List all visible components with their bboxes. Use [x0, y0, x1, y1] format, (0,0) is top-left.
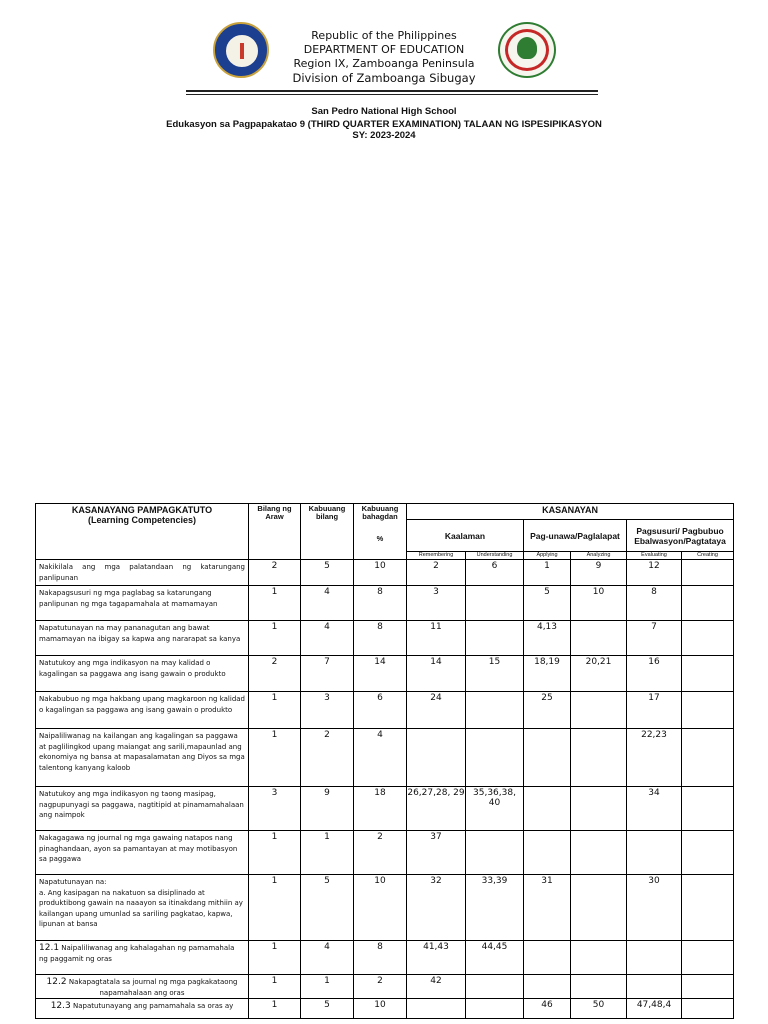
evaluating-cell: 30	[627, 875, 682, 941]
applying-cell: 4,13	[524, 621, 571, 656]
header-republic: Republic of the Philippines	[311, 29, 457, 42]
competency-number: 12.3	[50, 1001, 71, 1011]
table-of-specifications	[35, 503, 734, 1019]
competency-text: Nakapagtatala sa journal ng mga pagkakataong napamahalaan ang oras	[68, 978, 238, 997]
evaluating-cell: 16	[627, 656, 682, 692]
applying-cell	[524, 975, 571, 999]
understanding-cell	[466, 692, 524, 729]
days-cell: 1	[249, 875, 301, 941]
evaluating-cell	[627, 941, 682, 975]
understanding-cell	[466, 999, 524, 1019]
competency-cell	[36, 621, 249, 656]
days-cell: 1	[249, 621, 301, 656]
header-days: Bilang ng Araw	[249, 504, 301, 560]
competency-cell	[36, 831, 249, 875]
percent-cell: 10	[354, 875, 407, 941]
remembering-cell: 42	[407, 975, 466, 999]
competency-text: Napatutunayan na: a. Ang kasipagan na nakatuon sa disiplinado at produktibong gawain na naaayon sa itinakdang mithiin ay kailangan upang umunlad sa sariling pagkatao, kapwa, lipunan at bansa	[39, 878, 243, 928]
table-row	[36, 621, 734, 656]
table-row	[36, 692, 734, 729]
header-rule	[186, 90, 598, 92]
analyzing-cell: 10	[571, 586, 627, 621]
table-row	[36, 560, 734, 586]
competency-cell	[36, 729, 249, 787]
creating-cell	[682, 999, 734, 1019]
creating-cell	[682, 621, 734, 656]
remembering-cell: 11	[407, 621, 466, 656]
days-cell: 2	[249, 656, 301, 692]
analyzing-cell	[571, 975, 627, 999]
evaluating-cell: 47,48,4	[627, 999, 682, 1019]
header-pag-unawa: Pag-unawa/Paglalapat	[524, 520, 627, 552]
analyzing-cell: 9	[571, 560, 627, 586]
competency-cell	[36, 787, 249, 831]
total-cell: 7	[301, 656, 354, 692]
header-kasanayan: KASANAYAN	[407, 504, 734, 520]
competency-text: Natutukoy ang mga indikasyon na may kalidad o kagalingan sa paggawa ang isang gawain o produkto	[39, 659, 226, 678]
understanding-cell	[466, 975, 524, 999]
applying-cell: 31	[524, 875, 571, 941]
competency-cell	[36, 975, 249, 999]
percent-cell: 18	[354, 787, 407, 831]
creating-cell	[682, 656, 734, 692]
days-cell: 1	[249, 692, 301, 729]
total-cell: 5	[301, 999, 354, 1019]
evaluating-cell: 7	[627, 621, 682, 656]
applying-cell: 5	[524, 586, 571, 621]
days-cell: 1	[249, 831, 301, 875]
remembering-cell: 37	[407, 831, 466, 875]
remembering-cell: 14	[407, 656, 466, 692]
analyzing-cell	[571, 831, 627, 875]
header-rule-thin	[186, 94, 598, 95]
evaluating-cell	[627, 975, 682, 999]
competency-text: Naipaliliwanag na kailangan ang kagalingan sa paggawa at paglilingkod upang maiangat ang sarili,mapaunlad ang ekonomiya ng bansa at mapasalamatan ang Diyos sa mga talentong kanyang kaloob	[39, 732, 245, 772]
total-cell: 2	[301, 729, 354, 787]
table-row	[36, 656, 734, 692]
creating-cell	[682, 586, 734, 621]
creating-cell	[682, 692, 734, 729]
understanding-cell: 33,39	[466, 875, 524, 941]
competency-text: Nakagagawa ng journal ng mga gawaing natapos nang pinaghandaan, ayon sa pamantayan at may motibasyon sa paggawa	[39, 834, 238, 863]
analyzing-cell	[571, 729, 627, 787]
competency-text: Nakikilala ang mga palatandaan ng katarungang panlipunan	[39, 563, 245, 582]
competency-text: Nakapagsusuri ng mga paglabag sa katarungang panlipunan ng mga tagapamahala at mamamayan	[39, 589, 218, 608]
total-cell: 4	[301, 621, 354, 656]
total-cell: 4	[301, 941, 354, 975]
competency-cell	[36, 941, 249, 975]
days-cell: 1	[249, 586, 301, 621]
total-cell: 1	[301, 975, 354, 999]
analyzing-cell: 20,21	[571, 656, 627, 692]
table-row	[36, 831, 734, 875]
understanding-cell: 15	[466, 656, 524, 692]
header-percent: Kabuuang bahagdan %	[354, 504, 407, 560]
total-cell: 5	[301, 875, 354, 941]
total-cell: 3	[301, 692, 354, 729]
competency-cell	[36, 999, 249, 1019]
header-remembering: Remembering	[407, 552, 466, 560]
days-cell: 2	[249, 560, 301, 586]
applying-cell	[524, 787, 571, 831]
remembering-cell: 32	[407, 875, 466, 941]
percent-cell: 10	[354, 999, 407, 1019]
creating-cell	[682, 975, 734, 999]
school-year: SY: 2023-2024	[352, 130, 416, 141]
competency-number: 12.1	[39, 943, 60, 953]
analyzing-cell	[571, 941, 627, 975]
remembering-cell: 26,27,28, 29	[407, 787, 466, 831]
applying-cell: 46	[524, 999, 571, 1019]
school-name: San Pedro National High School	[311, 106, 457, 117]
days-cell: 1	[249, 729, 301, 787]
competency-cell	[36, 875, 249, 941]
header-kaalaman: Kaalaman	[407, 520, 524, 552]
remembering-cell	[407, 999, 466, 1019]
applying-cell: 18,19	[524, 656, 571, 692]
table-row	[36, 875, 734, 941]
header-division: Division of Zamboanga Sibugay	[292, 71, 476, 85]
percent-cell: 8	[354, 586, 407, 621]
competency-text: Napatutunayan na may pananagutan ang bawat mamamayan na ibigay sa kapwa ang nararapat sa kanya	[39, 624, 241, 643]
competency-cell	[36, 692, 249, 729]
creating-cell	[682, 729, 734, 787]
header-department: DEPARTMENT OF EDUCATION	[303, 43, 465, 56]
total-cell: 1	[301, 831, 354, 875]
creating-cell	[682, 831, 734, 875]
total-cell: 5	[301, 560, 354, 586]
competency-text: Naipaliliwanag ang kahalagahan ng pamamahala ng paggamit ng oras	[39, 944, 235, 963]
applying-cell	[524, 729, 571, 787]
percent-cell: 14	[354, 656, 407, 692]
analyzing-cell	[571, 621, 627, 656]
competency-number: 12.2	[46, 977, 67, 987]
header-applying: Applying	[524, 552, 571, 560]
competency-cell	[36, 656, 249, 692]
competency-text: Napatutunayang ang pamamahala sa oras ay	[72, 1002, 234, 1010]
total-cell: 4	[301, 586, 354, 621]
document-header	[0, 0, 768, 100]
evaluating-cell: 12	[627, 560, 682, 586]
days-cell: 1	[249, 975, 301, 999]
header-pagsusuri: Pagsusuri/ Pagbubuo Ebalwasyon/Pagtataya	[627, 520, 734, 552]
days-cell: 1	[249, 941, 301, 975]
evaluating-cell: 17	[627, 692, 682, 729]
creating-cell	[682, 941, 734, 975]
table-row	[36, 975, 734, 999]
header-competencies: KASANAYANG PAMPAGKATUTO (Learning Competencies)	[36, 504, 249, 560]
understanding-cell	[466, 586, 524, 621]
percent-cell: 8	[354, 621, 407, 656]
header-evaluating: Evaluating	[627, 552, 682, 560]
analyzing-cell	[571, 787, 627, 831]
remembering-cell: 3	[407, 586, 466, 621]
table-row	[36, 586, 734, 621]
analyzing-cell	[571, 692, 627, 729]
remembering-cell: 24	[407, 692, 466, 729]
percent-cell: 2	[354, 975, 407, 999]
table-row	[36, 729, 734, 787]
table-row	[36, 999, 734, 1019]
understanding-cell: 35,36,38, 40	[466, 787, 524, 831]
days-cell: 1	[249, 999, 301, 1019]
evaluating-cell: 34	[627, 787, 682, 831]
total-cell: 9	[301, 787, 354, 831]
competency-cell	[36, 586, 249, 621]
remembering-cell: 41,43	[407, 941, 466, 975]
understanding-cell	[466, 831, 524, 875]
applying-cell: 1	[524, 560, 571, 586]
remembering-cell	[407, 729, 466, 787]
evaluating-cell: 22,23	[627, 729, 682, 787]
percent-cell: 6	[354, 692, 407, 729]
creating-cell	[682, 560, 734, 586]
table-row	[36, 941, 734, 975]
exam-title: Edukasyon sa Pagpapakatao 9 (THIRD QUARTER EXAMINATION) TALAAN NG ISPESIPIKASYON	[166, 119, 602, 130]
competency-text: Natutukoy ang mga indikasyon ng taong masipag, nagpupunyagi sa paggawa, nagtitipid at pinamamahalaan ang naimpok	[39, 790, 244, 819]
understanding-cell	[466, 621, 524, 656]
analyzing-cell: 50	[571, 999, 627, 1019]
applying-cell	[524, 831, 571, 875]
applying-cell	[524, 941, 571, 975]
understanding-cell: 44,45	[466, 941, 524, 975]
analyzing-cell	[571, 875, 627, 941]
percent-cell: 4	[354, 729, 407, 787]
table-row	[36, 787, 734, 831]
applying-cell: 25	[524, 692, 571, 729]
percent-cell: 8	[354, 941, 407, 975]
competency-cell	[36, 560, 249, 586]
evaluating-cell: 8	[627, 586, 682, 621]
understanding-cell: 6	[466, 560, 524, 586]
competency-text: Nakabubuo ng mga hakbang upang magkaroon ng kalidad o kagalingan sa paggawa ang isang gawain o produkto	[39, 695, 245, 714]
creating-cell	[682, 875, 734, 941]
header-creating: Creating	[682, 552, 734, 560]
header-total: Kabuuang bilang	[301, 504, 354, 560]
evaluating-cell	[627, 831, 682, 875]
percent-cell: 2	[354, 831, 407, 875]
days-cell: 3	[249, 787, 301, 831]
header-understanding: Understanding	[466, 552, 524, 560]
creating-cell	[682, 787, 734, 831]
header-analyzing: Analyzing	[571, 552, 627, 560]
header-region: Region IX, Zamboanga Peninsula	[293, 57, 475, 70]
percent-cell: 10	[354, 560, 407, 586]
understanding-cell	[466, 729, 524, 787]
remembering-cell: 2	[407, 560, 466, 586]
